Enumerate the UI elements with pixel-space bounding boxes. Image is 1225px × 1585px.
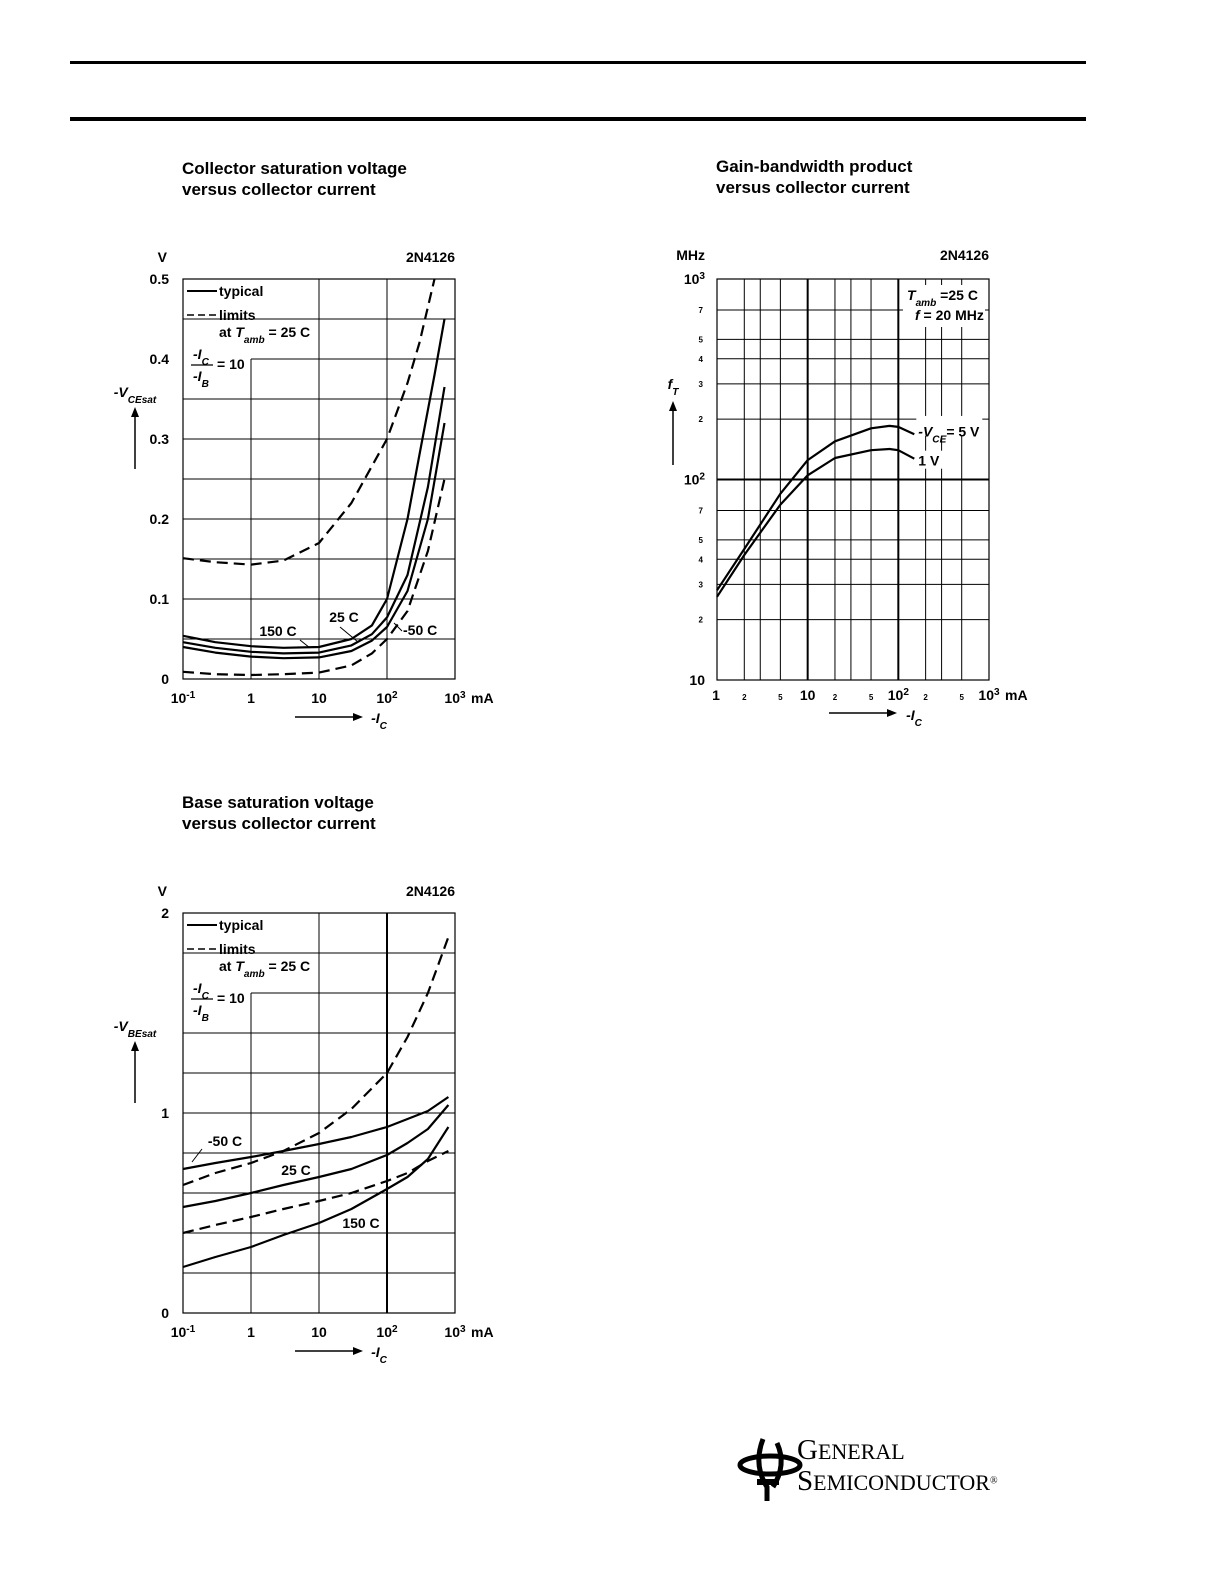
ft-series-0-label: $-V_{CE}= 5$ V [918,423,980,445]
ft-y-minor-label-6: 3 [698,379,703,389]
vce-annotation-25c: 25 C [329,609,359,625]
vce-y-unit: V [157,249,167,265]
ft-series-1-label: 1 V [918,452,940,469]
vce-part-number: 2N4126 [405,249,455,265]
ft-x-major-label-3: $10^3$ [978,686,1000,703]
vbe-x-axis-label: $-I_C$ [371,1344,387,1366]
vbe-title-line2: versus collector current [182,814,376,833]
vce-y-tick-label-1: 0.1 [149,591,169,607]
ft-y-minor-label-2: 4 [698,555,703,565]
vce-y-tick-label-4: 0.4 [149,351,169,367]
vbe-x-tick-label-2: 10 [311,1324,327,1340]
vce-legend-ratio-den: $-I_B$ [193,368,209,390]
vce-title-line1: Collector saturation voltage [182,159,407,178]
ft-x-minor-label-5: 5 [959,693,964,702]
vce-legend-typical: typical [219,283,264,299]
vce-x-tick-label-4: $10^3$ [444,689,466,706]
vce-annotation-m50c: -50 C [403,622,438,638]
ft-x-major-label-0: 1 [712,687,720,703]
vce-y-axis-label: $-V_{CEsat}$ [113,384,157,406]
vbe-x-unit: mA [471,1324,494,1340]
vbe-part-number: 2N4126 [405,883,455,899]
vbe-title-line1: Base saturation voltage [182,793,374,812]
ft-x-unit: mA [1005,687,1028,703]
vbe-y-tick-label-2: 2 [161,905,169,921]
ft-series-0 [717,426,914,590]
ft-x-minor-label-0: 2 [742,693,747,702]
vce-y-tick-label-3: 0.3 [149,431,169,447]
ft-cond-tamb: $T_{amb} =25$ C [907,287,978,309]
vce-series-4 [183,479,445,675]
vce-x-axis-label: $-I_C$ [371,710,387,732]
vce-x-tick-label-3: $10^2$ [376,689,398,706]
vbe-y-arrow-head [131,1041,139,1051]
vce-legend-ratio-num: $-I_C$ [193,346,209,368]
logo-line-semiconductor: SEMICONDUCTOR® [797,1465,998,1497]
ft-y-major-label-1: $10^2$ [683,471,705,488]
ft-x-minor-label-3: 5 [868,693,874,702]
ft-y-major-label-0: 10 [689,672,705,688]
general-semiconductor-logo [735,1435,1035,1505]
vbe-x-tick-label-4: $10^3$ [444,1323,466,1340]
ft-x-minor-label-2: 2 [832,693,838,702]
vbe-legend-ratio-num: $-I_C$ [193,980,209,1002]
vbe-y-unit: V [157,883,167,899]
vbe-annotation-m50c: -50 C [207,1133,243,1149]
vbe-x-arrow-head [353,1347,363,1355]
vce-x-tick-label-1: 1 [247,690,255,706]
ft-y-axis-label: $f_T$ [667,376,679,398]
vbe-annotation-m50c-leader [192,1149,202,1162]
ft-y-major-label-2: $10^3$ [683,270,705,287]
vbe-annotation-25c: 25 C [281,1162,311,1178]
vbe-x-tick-label-1: 1 [247,1324,255,1340]
ft-title-line2: versus collector current [716,178,910,197]
vbe-series-2 [183,1105,448,1207]
ft-y-minor-label-8: 5 [698,335,703,345]
vbe-x-tick-label-3: $10^2$ [376,1323,398,1340]
ft-y-minor-label-5: 2 [698,415,703,425]
vce-annotation-150c: 150 C [259,623,297,639]
vce-y-tick-label-0: 0 [161,671,169,687]
vce-legend-ratio-val: = 10 [217,356,245,372]
vce-y-arrow-head [131,407,139,417]
vce-x-tick-label-2: 10 [311,690,327,706]
ft-y-unit: MHz [676,247,705,263]
vce-x-tick-label-0: $10^{-1}$ [170,689,196,706]
ft-x-arrow-head [887,709,897,717]
ft-series-1 [717,449,914,597]
ft-y-minor-label-3: 5 [698,535,703,545]
vbe-y-axis-label: $-V_{BEsat}$ [113,1018,157,1040]
ft-y-minor-label-4: 7 [698,506,703,516]
ft-y-arrow-head [669,401,677,411]
vbe-y-tick-label-1: 1 [161,1105,169,1121]
vce-x-arrow-head [353,713,363,721]
vce-legend-limits: limits [219,307,256,323]
vbe-series-3 [183,1151,448,1233]
vce-legend-tamb: at $T_{amb} = 25$ C [219,324,311,346]
ft-title-line1: Gain-bandwidth product [716,157,913,176]
ft-x-minor-label-4: 2 [923,693,928,702]
vbe-legend-typical: typical [219,917,264,933]
ft-y-minor-label-1: 3 [698,580,703,590]
gs-logo-icon [735,1435,805,1505]
logo-line-general: GENERAL [797,1434,905,1466]
ft-cond-freq: f = 20 MHz [915,307,984,323]
vce-title-line2: versus collector current [182,180,376,199]
vbe-legend-ratio-den: $-I_B$ [193,1002,209,1024]
ft-x-axis-label: $-I_C$ [906,707,922,729]
vbe-legend-tamb: at $T_{amb} = 25$ C [219,958,311,980]
ft-y-minor-label-0: 2 [698,615,703,625]
ft-y-minor-label-9: 7 [698,306,703,316]
vbe-legend-ratio-val: = 10 [217,990,245,1006]
ft-x-major-label-2: $10^2$ [887,686,909,703]
vbe-x-tick-label-0: $10^{-1}$ [170,1323,196,1340]
ft-part-number: 2N4126 [939,247,989,263]
vce-x-unit: mA [471,690,494,706]
vbe-y-tick-label-0: 0 [161,1305,169,1321]
vce-y-tick-label-2: 0.2 [149,511,169,527]
vbe-legend-limits: limits [219,941,256,957]
ft-x-major-label-1: 10 [799,687,816,703]
ft-x-minor-label-1: 5 [778,693,783,702]
ft-y-minor-label-7: 4 [698,354,703,364]
vce-y-tick-label-5: 0.5 [149,271,169,287]
vbe-annotation-150c: 150 C [342,1215,380,1231]
